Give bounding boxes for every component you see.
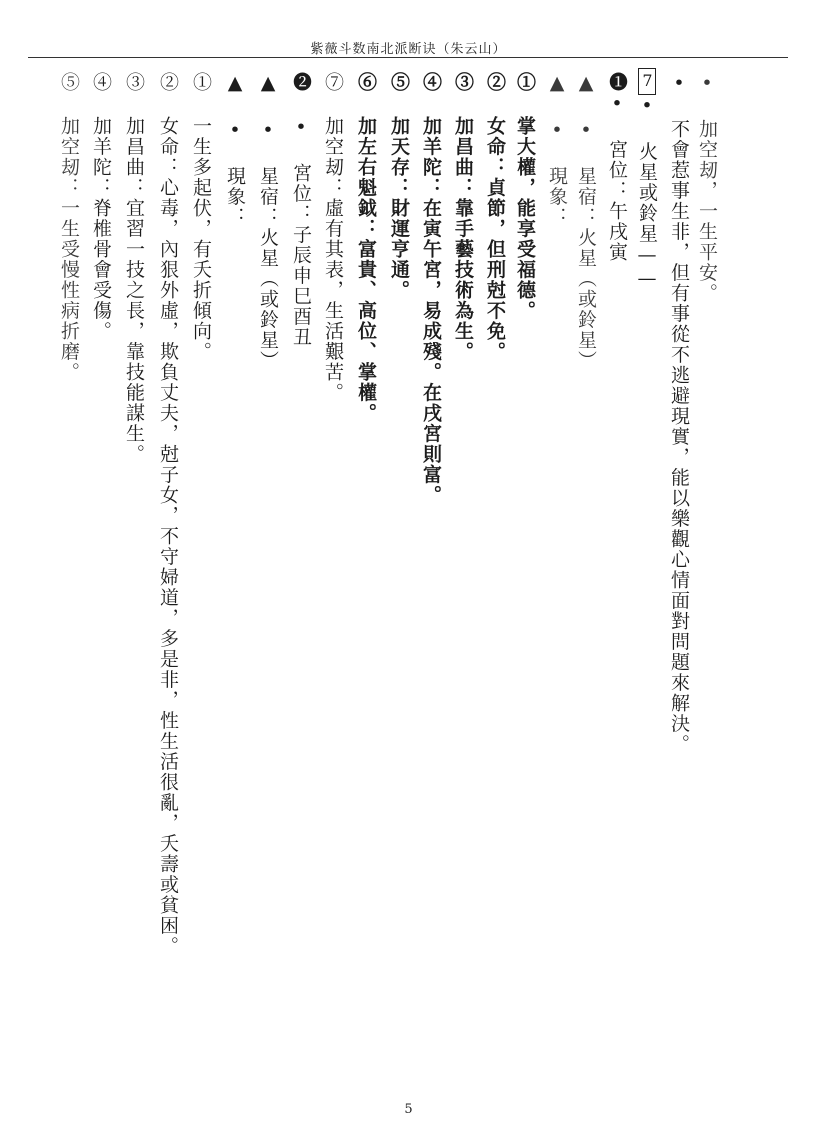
- text-column-20: ④ 加羊陀：脊椎骨會受傷。: [90, 72, 112, 342]
- text-column-14: ❷ • 宮位：子辰申巳酉丑: [290, 72, 312, 348]
- text-column-18: ② 女命：心毒，內狠外虛，欺負丈夫，尅子女，不守婦道，多是非，性生活很亂，夭壽或貧困。: [157, 72, 179, 957]
- section-heading: • 火星或鈴星——: [636, 94, 658, 291]
- text-column-6: ▲ • 現象：: [546, 72, 568, 228]
- text-column-12: ⑥ 加左右魁鉞：富貴、高位、掌權。: [355, 72, 377, 424]
- page-header-title: 紫薇斗数南北派断诀（朱云山）: [310, 42, 507, 57]
- text-column-4: [606, 72, 628, 263]
- text-column-17: ① 一生多起伏，有夭折傾向。: [190, 72, 212, 362]
- page-number: 5: [404, 1102, 413, 1117]
- text-column-2: • 不會惹事生非，但有事從不逃避現實，能以樂觀心情面對問題來解決。: [668, 72, 690, 755]
- text-column-16: ▲ • 現象：: [224, 72, 246, 228]
- text-column-19: ③ 加昌曲：宜習一技之長，靠技能謀生。: [123, 72, 145, 465]
- text-column-13: ⑦ 加空刼：虛有其表，生活艱苦。: [322, 72, 344, 403]
- header-divider: [28, 57, 788, 58]
- section-box-number: 7: [638, 68, 656, 95]
- text-column-21: ⑤ 加空刼：一生受慢性病折磨。: [58, 72, 80, 383]
- text-column-11: ⑤ 加天存：財運亨通。: [388, 72, 410, 301]
- text-column-9: ③ 加昌曲：靠手藝技術為生。: [452, 72, 474, 362]
- text-column-1: • 加空刼，一生平安。: [696, 72, 718, 304]
- palace-positions: • 宮位：午戌寅: [606, 92, 628, 263]
- section-number-icon: ❶: [606, 72, 628, 93]
- text-column-8: ② 女命：貞節，但刑尅不免。: [484, 72, 506, 362]
- text-column-15: ▲ • 星宿：火星（或鈴星）: [257, 72, 279, 371]
- text-column-7: ① 掌大權，能享受福德。: [514, 72, 536, 321]
- text-column-10: ④ 加羊陀：在寅午宮，易成殘。在戌宮則富。: [420, 72, 442, 506]
- text-column-5: ▲ • 星宿：火星（或鈴星）: [575, 72, 597, 371]
- text-column-3: [636, 68, 658, 291]
